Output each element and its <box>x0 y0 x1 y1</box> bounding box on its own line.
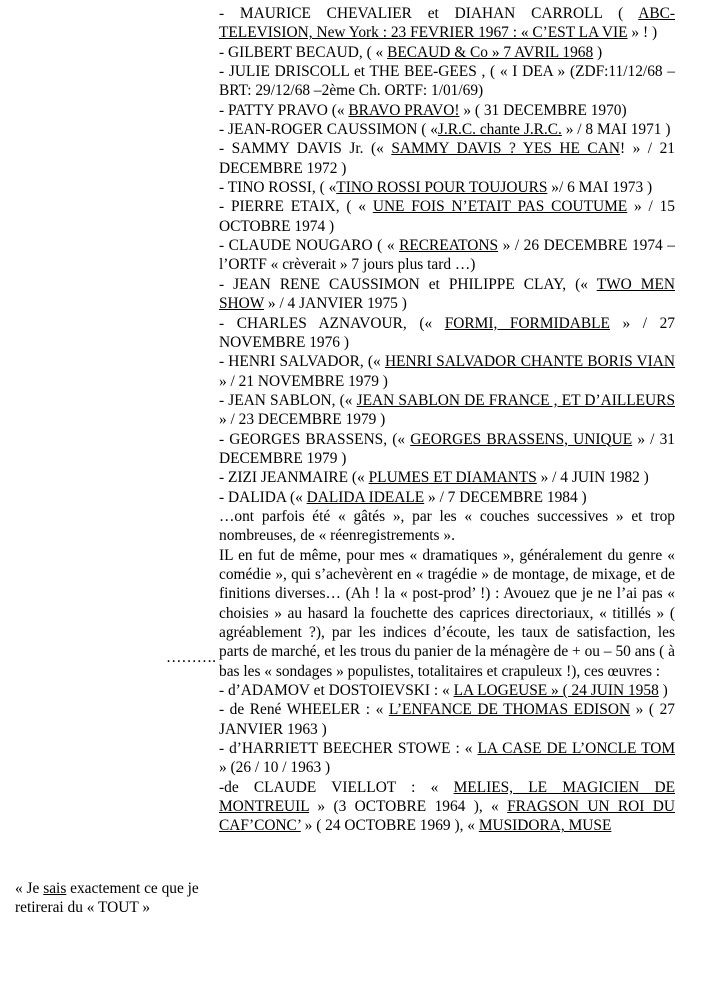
title-link[interactable]: JEAN SABLON DE FRANCE , ET D’AILLEURS <box>356 391 675 409</box>
list-entry: - JEAN-ROGER CAUSSIMON ( «J.R.C. chante J.R.C. » / 8 MAI 1971 ) <box>219 121 671 139</box>
title-link[interactable]: UNE FOIS N’ETAIT PAS COUTUME <box>372 198 628 216</box>
list-entry: - d’ADAMOV et DOSTOIEVSKI : « LA LOGEUSE » ( 24 JUIN 1958 ) <box>219 682 668 700</box>
shows-list <box>219 4 675 507</box>
title-link[interactable]: FORMI, FORMIDABLE <box>444 314 610 332</box>
title-link[interactable]: GEORGES BRASSENS, UNIQUE <box>410 430 633 448</box>
dramatiques-paragraph: IL en fut de même, pour mes « dramatiques », généralement du genre « comédie », qui s’achevèrent en « tragédie » de montage, de mixage, et de finitions diverses… (Ah ! la « post-prod’ !) : Avouez que je ne l’ai pas « choisies » au hasard la fouchette des caprices directoriaux, « titillés » ( agréablement ?), par les indices d’écoute, les taux de satisfaction, les parts de marché, et les trous du panier de la ménagère de + ou – 50 ans ( à bas les « sondages » populistes, totalitaires et crapuleux !), ces œuvres : <box>219 546 675 680</box>
list-entry: - SAMMY DAVIS Jr. (« SAMMY DAVIS ? YES HE CAN! » / 21 DECEMBRE 1972 ) <box>219 140 676 177</box>
margin-note: « Je sais exactement ce que je retirerai du « TOUT » <box>15 880 199 917</box>
list-entry: - TINO ROSSI, ( «TINO ROSSI POUR TOUJOURS »/ 6 MAI 1973 ) <box>219 179 653 197</box>
title-link[interactable]: SAMMY DAVIS ? YES HE CAN <box>391 140 620 158</box>
list-entry: - de René WHEELER : « L’ENFANCE DE THOMAS EDISON » ( 27 JANVIER 1963 ) <box>219 701 675 738</box>
works-list <box>219 681 675 778</box>
title-link[interactable]: TINO ROSSI POUR TOUJOURS <box>336 179 548 197</box>
list-entry: - ZIZI JEANMAIRE (« PLUMES ET DIAMANTS » / 4 JUIN 1982 ) <box>219 469 649 487</box>
list-entry: - GEORGES BRASSENS, (« GEORGES BRASSENS, UNIQUE » / 31 DECEMBRE 1979 ) <box>219 430 675 467</box>
list-entry: - PATTY PRAVO (« BRAVO PRAVO! » ( 31 DECEMBRE 1970) <box>219 101 627 119</box>
list-entry: - HENRI SALVADOR, (« HENRI SALVADOR CHANTE BORIS VIAN » / 21 NOVEMBRE 1979 ) <box>219 353 676 390</box>
ellipsis-dots: ………. <box>166 649 217 666</box>
title-link[interactable]: RECREATONS <box>399 237 499 255</box>
list-entry: -de CLAUDE VIELLOT : « MELIES, LE MAGICIEN DE MONTREUIL » (3 OCTOBRE 1964 ), « FRAGSON UN ROI DU CAF’CONC’ » ( 24 OCTOBRE 1969 ), « MUSIDORA, MUSE <box>219 778 675 835</box>
title-link[interactable]: MELIES, LE MAGICIEN DE MONTREUIL <box>219 778 675 816</box>
list-entry: - MAURICE CHEVALIER et DIAHAN CARROLL ( ABC-TELEVISION, New York : 23 FEVRIER 1967 : « C’EST LA VIE » ! ) <box>219 5 675 42</box>
title-link[interactable]: PLUMES ET DIAMANTS <box>368 469 537 487</box>
main-column <box>219 4 675 836</box>
title-link[interactable]: BECAUD & Co » 7 AVRIL 1968 <box>387 43 594 61</box>
title-link[interactable]: ABC-TELEVISION, New York : 23 FEVRIER 1967 : « C’EST LA VIE <box>219 5 675 42</box>
title-link[interactable]: MUSIDORA, MUSE <box>478 817 612 835</box>
title-link[interactable]: FRAGSON UN ROI DU CAF’CONC’ <box>219 798 675 835</box>
title-link[interactable]: HENRI SALVADOR CHANTE BORIS VIAN <box>384 353 676 371</box>
list-entry: - GILBERT BECAUD, ( « BECAUD & Co » 7 AVRIL 1968 ) <box>219 43 603 61</box>
title-link[interactable]: TWO MEN SHOW <box>219 275 675 313</box>
list-entry: - JEAN SABLON, (« JEAN SABLON DE FRANCE , ET D’AILLEURS » / 23 DECEMBRE 1979 ) <box>219 391 675 429</box>
margin-note-link: sais <box>43 880 67 897</box>
list-entry: - CHARLES AZNAVOUR, (« FORMI, FORMIDABLE » / 27 NOVEMBRE 1976 ) <box>219 314 676 351</box>
title-link[interactable]: J.R.C. chante J.R.C. <box>437 121 562 139</box>
title-link[interactable]: BRAVO PRAVO! <box>348 101 460 119</box>
list-entry: - CLAUDE NOUGARO ( « RECREATONS » / 26 DECEMBRE 1974 – l’ORTF « crèverait » 7 jours plus tard …) <box>219 237 675 274</box>
list-entry: - PIERRE ETAIX, ( « UNE FOIS N’ETAIT PAS COUTUME » / 15 OCTOBRE 1974 ) <box>219 198 676 235</box>
title-link[interactable]: LA LOGEUSE » ( 24 JUIN 1958 <box>453 682 659 700</box>
title-link[interactable]: DALIDA IDEALE <box>306 488 425 506</box>
title-link[interactable]: L’ENFANCE DE THOMAS EDISON <box>388 701 631 719</box>
list-entry: - JEAN RENE CAUSSIMON et PHILIPPE CLAY, (« TWO MEN SHOW » / 4 JANVIER 1975 ) <box>219 275 675 313</box>
list-entry: - d’HARRIETT BEECHER STOWE : « LA CASE DE L’ONCLE TOM » (26 / 10 / 1963 ) <box>219 740 676 777</box>
transition-text: …ont parfois été « gâtés », par les « couches successives » et trop nombreuses, de « réenregistrements ». <box>219 507 675 545</box>
title-link[interactable]: LA CASE DE L’ONCLE TOM <box>477 740 676 758</box>
list-entry: - DALIDA (« DALIDA IDEALE » / 7 DECEMBRE 1984 ) <box>219 488 587 506</box>
list-entry: - JULIE DRISCOLL et THE BEE-GEES , ( « I DEA » (ZDF:11/12/68 – BRT: 29/12/68 –2ème Ch. ORTF: 1/01/69) <box>219 63 675 100</box>
